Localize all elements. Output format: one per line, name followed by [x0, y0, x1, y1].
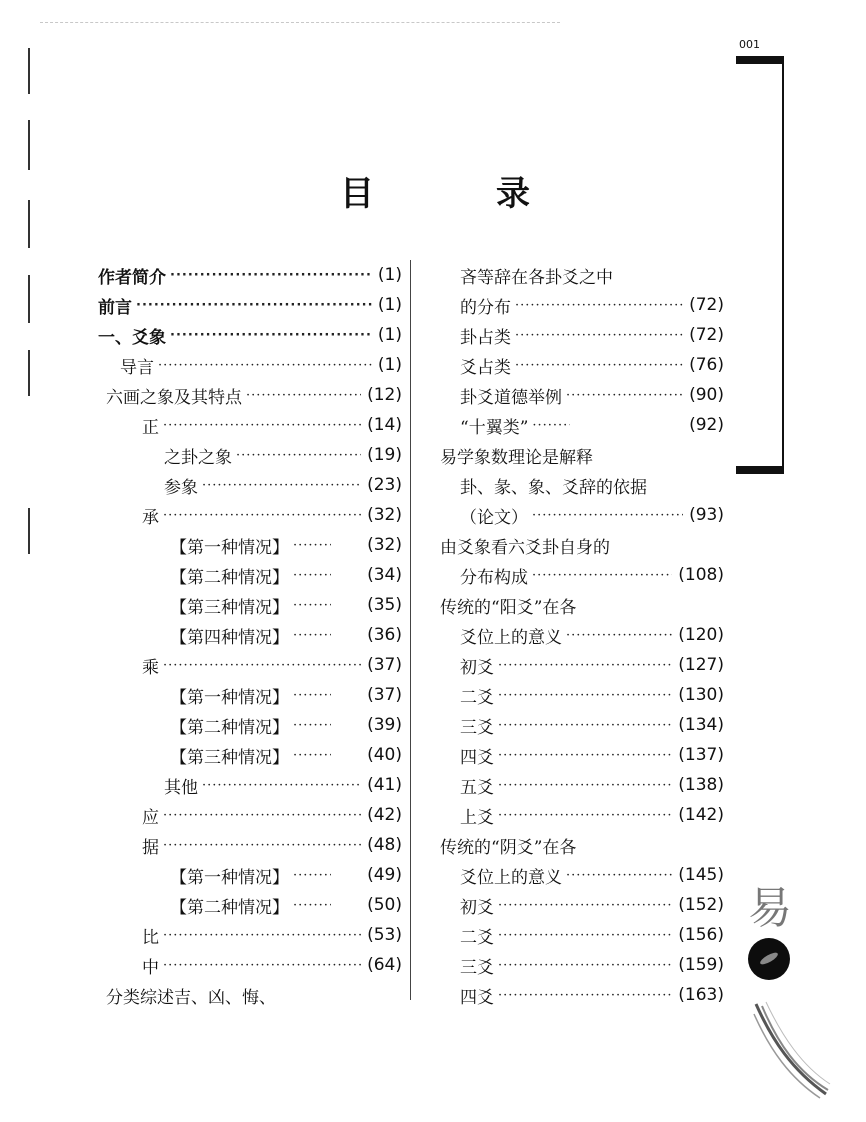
toc-dot-leader — [163, 508, 361, 523]
toc-entry-page: (156) — [678, 925, 724, 945]
toc-dot-leader — [293, 748, 331, 763]
toc-entry-title: 中 — [142, 957, 159, 978]
toc-entry-page: (42) — [367, 805, 402, 825]
toc-dot-leader — [498, 808, 672, 823]
toc-dot-leader — [566, 388, 683, 403]
toc-entry — [98, 530, 402, 560]
toc-entry — [440, 290, 724, 320]
toc-dot-leader — [498, 928, 672, 943]
toc-entry — [98, 980, 402, 1010]
toc-entry — [440, 650, 724, 680]
toc-entry — [440, 560, 724, 590]
toc-dot-leader — [498, 778, 672, 793]
brush-stroke-decoration — [752, 1000, 832, 1100]
toc-entry — [98, 620, 402, 650]
toc-entry-title: 其他 — [164, 777, 198, 798]
toc-entry-page: (19) — [367, 445, 402, 465]
toc-entry — [98, 830, 402, 860]
toc-entry — [98, 320, 402, 350]
toc-entry-page: (12) — [367, 385, 402, 405]
toc-dot-leader — [498, 748, 672, 763]
toc-dot-leader — [163, 808, 361, 823]
toc-entry-title: 四爻 — [460, 747, 494, 768]
left-margin-mark — [28, 48, 30, 94]
toc-dot-leader — [498, 718, 672, 733]
right-tab-bar-top — [736, 56, 784, 64]
toc-dot-leader — [170, 328, 372, 343]
toc-entry-title: 初爻 — [460, 897, 494, 918]
toc-entry — [440, 320, 724, 350]
toc-right-column — [440, 260, 724, 1010]
toc-entry-page: (93) — [689, 505, 724, 525]
toc-entry — [98, 590, 402, 620]
toc-entry-title: 二爻 — [460, 687, 494, 708]
toc-entry-title: 二爻 — [460, 927, 494, 948]
toc-entry — [440, 440, 724, 470]
toc-entry-page: (23) — [367, 475, 402, 495]
toc-entry-page: (39) — [367, 715, 402, 735]
toc-entry-title: 承 — [142, 507, 159, 528]
toc-entry-title: 【第二种情况】 — [170, 717, 289, 738]
toc-entry-title: 卦、彖、象、爻辞的依据 — [460, 477, 647, 498]
toc-dot-leader — [163, 958, 361, 973]
toc-entry-title: （论文） — [460, 507, 528, 528]
toc-entry — [98, 680, 402, 710]
toc-dot-leader — [498, 958, 672, 973]
toc-entry — [98, 350, 402, 380]
toc-entry — [98, 800, 402, 830]
toc-entry — [440, 890, 724, 920]
page-number: 001 — [739, 38, 760, 51]
toc-dot-leader — [532, 568, 672, 583]
toc-entry — [98, 770, 402, 800]
toc-entry-title: 爻位上的意义 — [460, 627, 562, 648]
toc-entry — [98, 710, 402, 740]
toc-entry-title: 分类综述吉、凶、悔、 — [106, 987, 276, 1008]
toc-left-column — [98, 260, 402, 1010]
toc-entry-page: (53) — [367, 925, 402, 945]
toc-dot-leader — [293, 598, 331, 613]
toc-entry-title: 导言 — [120, 357, 154, 378]
toc-entry-page: (90) — [689, 385, 724, 405]
toc-dot-leader — [136, 298, 372, 313]
toc-entry-title: 吝等辞在各卦爻之中 — [460, 267, 613, 288]
toc-entry-page: (108) — [678, 565, 724, 585]
toc-entry-page: (72) — [689, 325, 724, 345]
toc-entry-title: 三爻 — [460, 957, 494, 978]
toc-entry-page: (1) — [377, 325, 402, 345]
left-margin-mark — [28, 120, 30, 170]
toc-entry-title: 据 — [142, 837, 159, 858]
toc-dot-leader — [163, 838, 361, 853]
toc-dot-leader — [246, 388, 361, 403]
toc-dot-leader — [498, 658, 672, 673]
toc-entry-page: (40) — [367, 745, 402, 765]
toc-entry-page: (76) — [689, 355, 724, 375]
toc-entry — [440, 980, 724, 1010]
toc-entry-page: (64) — [367, 955, 402, 975]
toc-entry-page: (142) — [678, 805, 724, 825]
toc-entry-page: (159) — [678, 955, 724, 975]
toc-entry — [440, 410, 724, 440]
toc-entry-title: 分布构成 — [460, 567, 528, 588]
toc-entry — [440, 680, 724, 710]
toc-entry-page: (137) — [678, 745, 724, 765]
toc-entry-page: (1) — [377, 295, 402, 315]
toc-entry-title: 参象 — [164, 477, 198, 498]
toc-dot-leader — [532, 418, 570, 433]
toc-entry-title: 易学象数理论是解释 — [440, 447, 593, 468]
toc-dot-leader — [498, 988, 672, 1003]
toc-dot-leader — [158, 358, 372, 373]
toc-entry-title: 三爻 — [460, 717, 494, 738]
toc-entry — [98, 890, 402, 920]
toc-entry-page: (32) — [367, 535, 402, 555]
toc-entry-title: 【第一种情况】 — [170, 537, 289, 558]
toc-entry-title: 之卦之象 — [164, 447, 232, 468]
toc-entry-page: (1) — [377, 265, 402, 285]
toc-entry-page: (41) — [367, 775, 402, 795]
toc-dot-leader — [293, 898, 331, 913]
toc-entry-title: 【第一种情况】 — [170, 687, 289, 708]
toc-entry — [440, 380, 724, 410]
toc-dot-leader — [566, 868, 672, 883]
left-margin-mark — [28, 350, 30, 396]
toc-entry — [440, 500, 724, 530]
left-margin-mark — [28, 508, 30, 554]
toc-entry-title: 作者简介 — [98, 267, 166, 288]
toc-entry-title: 传统的“阴爻”在各 — [440, 837, 577, 858]
toc-dot-leader — [532, 508, 683, 523]
toc-entry-title: 爻占类 — [460, 357, 511, 378]
toc-entry-page: (36) — [367, 625, 402, 645]
toc-entry — [98, 500, 402, 530]
toc-dot-leader — [293, 628, 331, 643]
toc-entry-page: (127) — [678, 655, 724, 675]
toc-dot-leader — [202, 478, 361, 493]
toc-entry-title: 上爻 — [460, 807, 494, 828]
top-scan-line — [40, 22, 560, 23]
toc-dot-leader — [163, 928, 361, 943]
toc-entry-page: (37) — [367, 655, 402, 675]
page-title — [340, 166, 530, 214]
toc-entry-title: 爻位上的意义 — [460, 867, 562, 888]
toc-entry — [440, 710, 724, 740]
toc-entry — [98, 440, 402, 470]
toc-dot-leader — [293, 868, 331, 883]
toc-entry — [98, 950, 402, 980]
toc-entry-page: (50) — [367, 895, 402, 915]
toc-entry — [440, 260, 724, 290]
toc-entry-title: 六画之象及其特点 — [106, 387, 242, 408]
yi-seal-glyph: 易 — [748, 883, 792, 934]
right-tab-bar-bottom — [736, 466, 784, 474]
toc-entry-page: (130) — [678, 685, 724, 705]
toc-entry-title: 卦占类 — [460, 327, 511, 348]
toc-entry-title: 四爻 — [460, 987, 494, 1008]
toc-entry-title: 【第二种情况】 — [170, 897, 289, 918]
toc-entry — [98, 410, 402, 440]
toc-entry-title: 【第一种情况】 — [170, 867, 289, 888]
title-char-2: 录 — [496, 174, 530, 214]
toc-entry — [440, 800, 724, 830]
toc-entry — [440, 350, 724, 380]
toc-entry-page: (14) — [367, 415, 402, 435]
toc-entry — [98, 860, 402, 890]
decorative-circle-icon — [748, 938, 790, 980]
toc-entry-title: 传统的“阳爻”在各 — [440, 597, 577, 618]
toc-entry — [98, 560, 402, 590]
toc-entry-title: 比 — [142, 927, 159, 948]
toc-entry-page: (152) — [678, 895, 724, 915]
toc-entry-page: (37) — [367, 685, 402, 705]
toc-entry — [440, 830, 724, 860]
toc-entry-title: 【第三种情况】 — [170, 747, 289, 768]
toc-entry-title: “十翼类” — [460, 417, 529, 438]
toc-entry — [440, 860, 724, 890]
toc-entry — [440, 740, 724, 770]
toc-entry-page: (72) — [689, 295, 724, 315]
toc-dot-leader — [202, 778, 361, 793]
column-divider — [410, 260, 411, 1000]
toc-entry-title: 由爻象看六爻卦自身的 — [440, 537, 610, 558]
left-margin-mark — [28, 200, 30, 248]
toc-dot-leader — [515, 298, 683, 313]
toc-entry — [98, 470, 402, 500]
toc-entry-title: 初爻 — [460, 657, 494, 678]
toc-entry — [440, 950, 724, 980]
toc-entry-title: 【第二种情况】 — [170, 567, 289, 588]
toc-dot-leader — [498, 898, 672, 913]
toc-dot-leader — [293, 718, 331, 733]
toc-entry-title: 一、爻象 — [98, 327, 166, 348]
toc-entry-page: (145) — [678, 865, 724, 885]
toc-dot-leader — [163, 418, 361, 433]
toc-entry-page: (32) — [367, 505, 402, 525]
toc-entry — [440, 620, 724, 650]
toc-entry-title: 前言 — [98, 297, 132, 318]
toc-dot-leader — [293, 568, 331, 583]
toc-entry-page: (92) — [689, 415, 724, 435]
toc-dot-leader — [566, 628, 672, 643]
toc-entry — [98, 920, 402, 950]
toc-dot-leader — [163, 658, 361, 673]
toc-entry — [98, 260, 402, 290]
toc-entry-title: 应 — [142, 807, 159, 828]
right-tab-line — [782, 60, 784, 470]
toc-entry-page: (1) — [377, 355, 402, 375]
toc-entry — [440, 590, 724, 620]
toc-dot-leader — [293, 688, 331, 703]
toc-entry-page: (34) — [367, 565, 402, 585]
toc-dot-leader — [293, 538, 331, 553]
left-margin-mark — [28, 275, 30, 323]
toc-entry-title: 的分布 — [460, 297, 511, 318]
toc-entry-page: (138) — [678, 775, 724, 795]
toc-entry — [440, 530, 724, 560]
toc-entry — [98, 380, 402, 410]
toc-entry — [440, 920, 724, 950]
toc-dot-leader — [515, 328, 683, 343]
toc-entry — [440, 770, 724, 800]
toc-entry-title: 【第三种情况】 — [170, 597, 289, 618]
toc-entry-title: 正 — [142, 417, 159, 438]
toc-dot-leader — [236, 448, 361, 463]
toc-entry-page: (163) — [678, 985, 724, 1005]
toc-entry-title: 卦爻道德举例 — [460, 387, 562, 408]
toc-entry-title: 【第四种情况】 — [170, 627, 289, 648]
toc-entry-page: (48) — [367, 835, 402, 855]
toc-entry-page: (49) — [367, 865, 402, 885]
title-char-1: 目 — [340, 174, 374, 214]
toc-entry-title: 五爻 — [460, 777, 494, 798]
toc-entry — [98, 740, 402, 770]
toc-entry-page: (120) — [678, 625, 724, 645]
toc-entry — [98, 650, 402, 680]
toc-entry-page: (35) — [367, 595, 402, 615]
toc-dot-leader — [170, 268, 372, 283]
toc-entry-title: 乘 — [142, 657, 159, 678]
toc-entry — [440, 470, 724, 500]
toc-dot-leader — [515, 358, 683, 373]
toc-entry-page: (134) — [678, 715, 724, 735]
toc-entry — [98, 290, 402, 320]
toc-dot-leader — [498, 688, 672, 703]
